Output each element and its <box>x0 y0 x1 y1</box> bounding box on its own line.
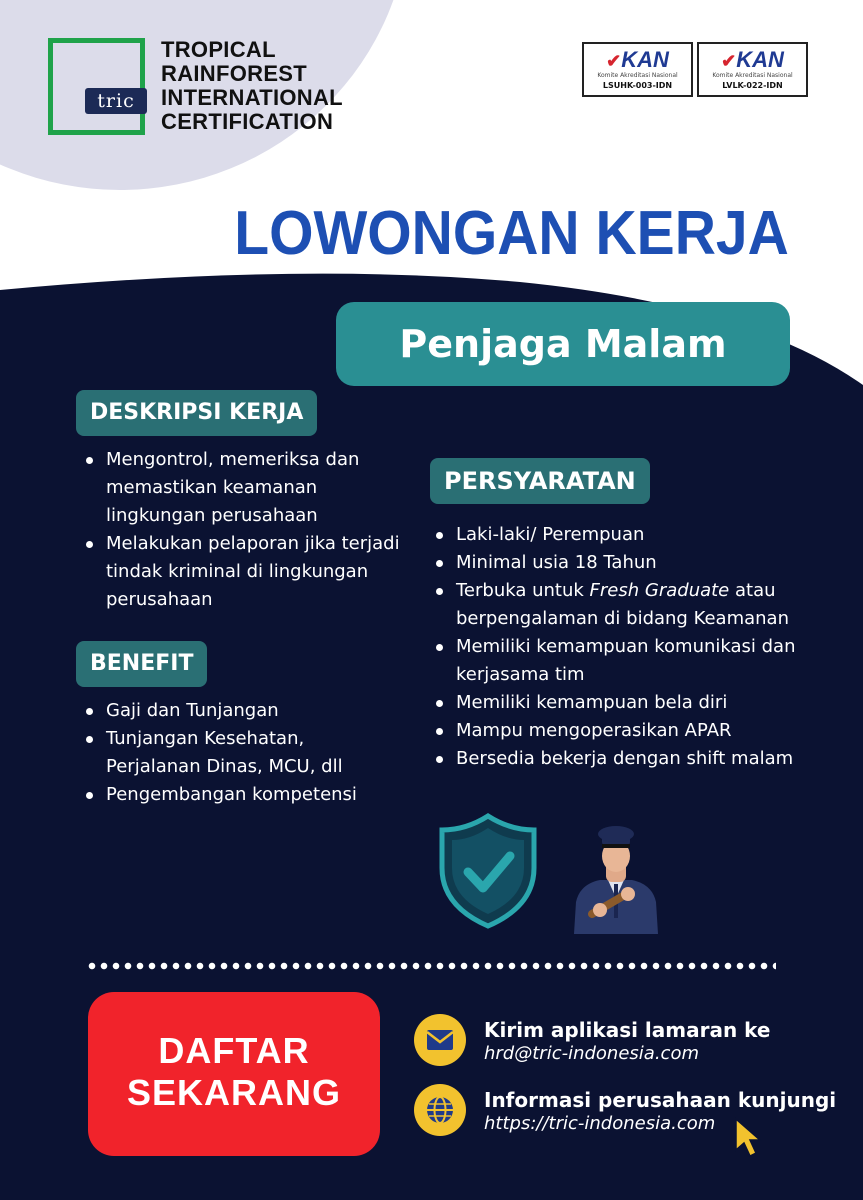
benefit-list <box>80 697 380 809</box>
list-item-text: atau berpengalaman di bidang Keamanan <box>456 580 789 629</box>
list-item: Minimal usia 18 Tahun <box>430 549 825 577</box>
kan-badge <box>697 42 808 97</box>
cursor-icon <box>733 1116 763 1158</box>
list-item: Mengontrol, memeriksa dan memastikan keamanan lingkungan perusahaan <box>80 446 400 530</box>
list-item: Mampu mengoperasikan APAR <box>430 717 825 745</box>
company-name-line: INTERNATIONAL <box>161 85 343 110</box>
company-name-line: RAINFOREST <box>161 61 307 86</box>
kan-subtitle: Komite Akreditasi Nasional <box>712 72 793 79</box>
email-link[interactable]: hrd@tric-indonesia.com <box>484 1043 699 1064</box>
cta-line: SEKARANG <box>126 1072 341 1113</box>
list-item: Bersedia bekerja dengan shift malam <box>430 745 825 773</box>
benefit-heading: BENEFIT <box>76 641 207 687</box>
job-description-list <box>80 446 400 614</box>
company-name <box>161 38 343 134</box>
position-title: Penjaga Malam <box>336 302 790 386</box>
job-description-heading: DESKRIPSI KERJA <box>76 390 317 436</box>
dotted-separator <box>86 962 776 970</box>
list-item <box>430 577 825 633</box>
logo-tag: tric <box>85 88 147 114</box>
kan-code: LVLK-022-IDN <box>722 81 783 90</box>
requirements-heading: PERSYARATAN <box>430 458 650 504</box>
list-item: Memiliki kemampuan komunikasi dan kerjasama tim <box>430 633 825 689</box>
website-link[interactable]: https://tric-indonesia.com <box>484 1113 716 1134</box>
company-name-line: TROPICAL <box>161 37 276 62</box>
kan-code: LSUHK-003-IDN <box>602 81 673 90</box>
apply-now-button[interactable] <box>88 992 380 1156</box>
list-item-emphasis: Fresh Graduate <box>589 580 730 601</box>
logo-frame <box>48 38 145 135</box>
list-item-text: Terbuka untuk <box>456 580 584 601</box>
requirements-list <box>430 521 825 773</box>
mail-icon <box>414 1014 466 1066</box>
list-item: Tunjangan Kesehatan, Perjalanan Dinas, MCU, dll <box>80 725 380 781</box>
kan-subtitle: Komite Akreditasi Nasional <box>597 72 678 79</box>
company-name-line: CERTIFICATION <box>161 109 334 134</box>
list-item: Memiliki kemampuan bela diri <box>430 689 825 717</box>
globe-icon <box>414 1084 466 1136</box>
list-item: Pengembangan kompetensi <box>80 781 380 809</box>
list-item: Gaji dan Tunjangan <box>80 697 380 725</box>
shield-check-icon <box>438 812 538 930</box>
security-guard-icon <box>570 822 662 934</box>
kan-mark: KAN <box>621 47 669 72</box>
cta-line: DAFTAR <box>158 1030 310 1071</box>
contact-title: Kirim aplikasi lamaran ke <box>484 1018 771 1042</box>
contact-title: Informasi perusahaan kunjungi <box>484 1088 837 1112</box>
kan-mark: KAN <box>736 47 784 72</box>
kan-badge <box>582 42 693 97</box>
list-item: Melakukan pelaporan jika terjadi tindak kriminal di lingkungan perusahaan <box>80 530 400 614</box>
check-icon: ✔ <box>606 51 622 71</box>
page-title: LOWONGAN KERJA <box>234 199 789 268</box>
check-icon: ✔ <box>721 51 737 71</box>
list-item: Laki-laki/ Perempuan <box>430 521 825 549</box>
